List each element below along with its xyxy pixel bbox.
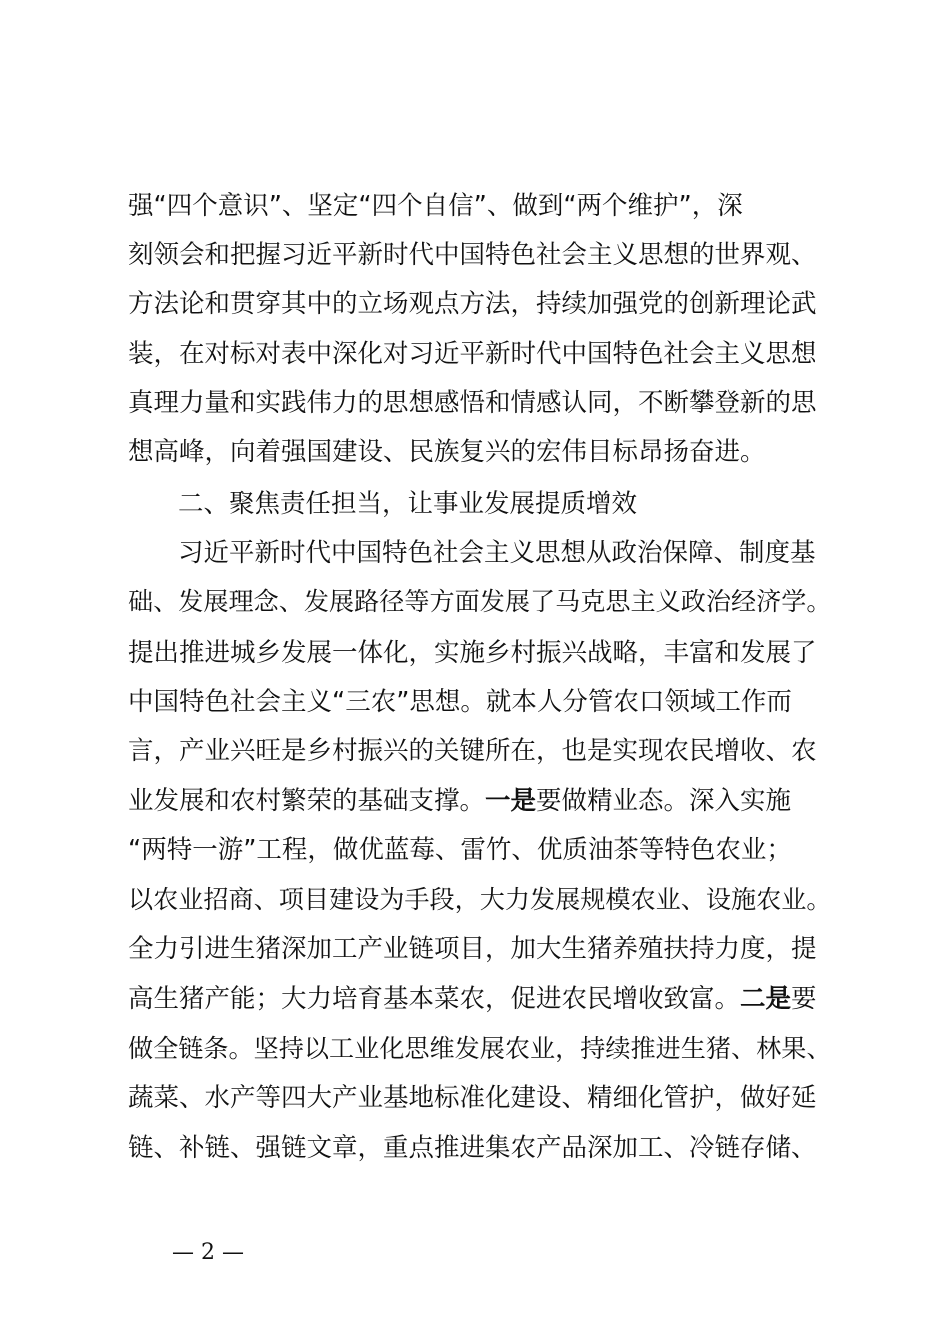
body-text-line	[128, 284, 817, 324]
text-run: 真理力量和实践伟力的思想感悟和情感认同，不断攀登新的思	[128, 388, 817, 418]
text-run: 业发展和农村繁荣的基础支撑。	[128, 786, 486, 816]
body-text-line	[178, 533, 816, 573]
text-run: “两特一游”工程，做优蓝莓、雷竹、优质油茶等特色农业；	[128, 835, 792, 865]
text-run: 二、聚焦责任担当，让事业发展提质增效	[178, 489, 638, 519]
text-run: 要	[791, 984, 817, 1014]
emphasis-run: 二是	[740, 984, 792, 1014]
body-text-line	[128, 731, 817, 771]
text-run: 做全链条。坚持以工业化思维发展农业，持续推进生猪、林果、	[128, 1034, 832, 1063]
text-run: 中国特色社会主义“三农”思想。就本人分管农口领域工作而	[128, 687, 792, 717]
section-heading	[178, 484, 637, 524]
body-text-line	[128, 979, 817, 1019]
body-text-line	[128, 880, 832, 920]
body-text-line	[128, 682, 792, 722]
emphasis-run: 一是	[485, 786, 537, 816]
body-text-line	[128, 633, 817, 673]
text-run: 全力引进生猪深加工产业链项目，加大生猪养殖扶持力度，提	[128, 934, 817, 964]
text-run: 要做精业态。深入实施	[536, 786, 792, 816]
text-run: 以农业招商、项目建设为手段，大力发展规模农业、设施农业。	[128, 885, 832, 914]
text-run: 方法论和贯穿其中的立场观点方法，持续加强党的创新理论武	[128, 289, 817, 319]
page-number: — 2 —	[172, 1240, 244, 1265]
text-run: 高生猪产能；大力培育基本菜农，促进农民增收致富。	[128, 984, 741, 1014]
text-run: 强“四个意识”、坚定“四个自信”、做到“两个维护”，深	[128, 191, 743, 221]
body-text-line	[128, 1029, 832, 1069]
body-text-line	[128, 1128, 817, 1168]
text-run: 链、补链、强链文章，重点推进集农产品深加工、冷链存储、	[128, 1133, 817, 1163]
text-run: 装，在对标对表中深化对习近平新时代中国特色社会主义思想	[128, 339, 817, 369]
text-run: 言，产业兴旺是乡村振兴的关键所在，也是实现农民增收、农	[128, 736, 817, 766]
body-text-line	[128, 334, 817, 374]
text-run: 提出推进城乡发展一体化，实施乡村振兴战略，丰富和发展了	[128, 638, 817, 668]
text-run: 习近平新时代中国特色社会主义思想从政治保障、制度基	[178, 538, 816, 568]
text-run: 蔬菜、水产等四大产业基地标准化建设、精细化管护，做好延	[128, 1083, 817, 1113]
text-run: 刻领会和把握习近平新时代中国特色社会主义思想的世界观、	[128, 240, 817, 270]
body-text-line	[128, 432, 766, 472]
text-run: 础、发展理念、发展路径等方面发展了马克思主义政治经济学。	[128, 587, 832, 616]
body-text-line	[128, 1078, 817, 1118]
body-text-line	[128, 186, 743, 226]
body-text-line	[128, 830, 792, 870]
body-text-line	[128, 582, 832, 622]
body-text-line	[128, 235, 817, 275]
body-text-line	[128, 781, 791, 821]
text-run: 想高峰，向着强国建设、民族复兴的宏伟目标昂扬奋进。	[128, 437, 766, 467]
body-text-line	[128, 383, 817, 423]
body-text-line	[128, 929, 817, 969]
